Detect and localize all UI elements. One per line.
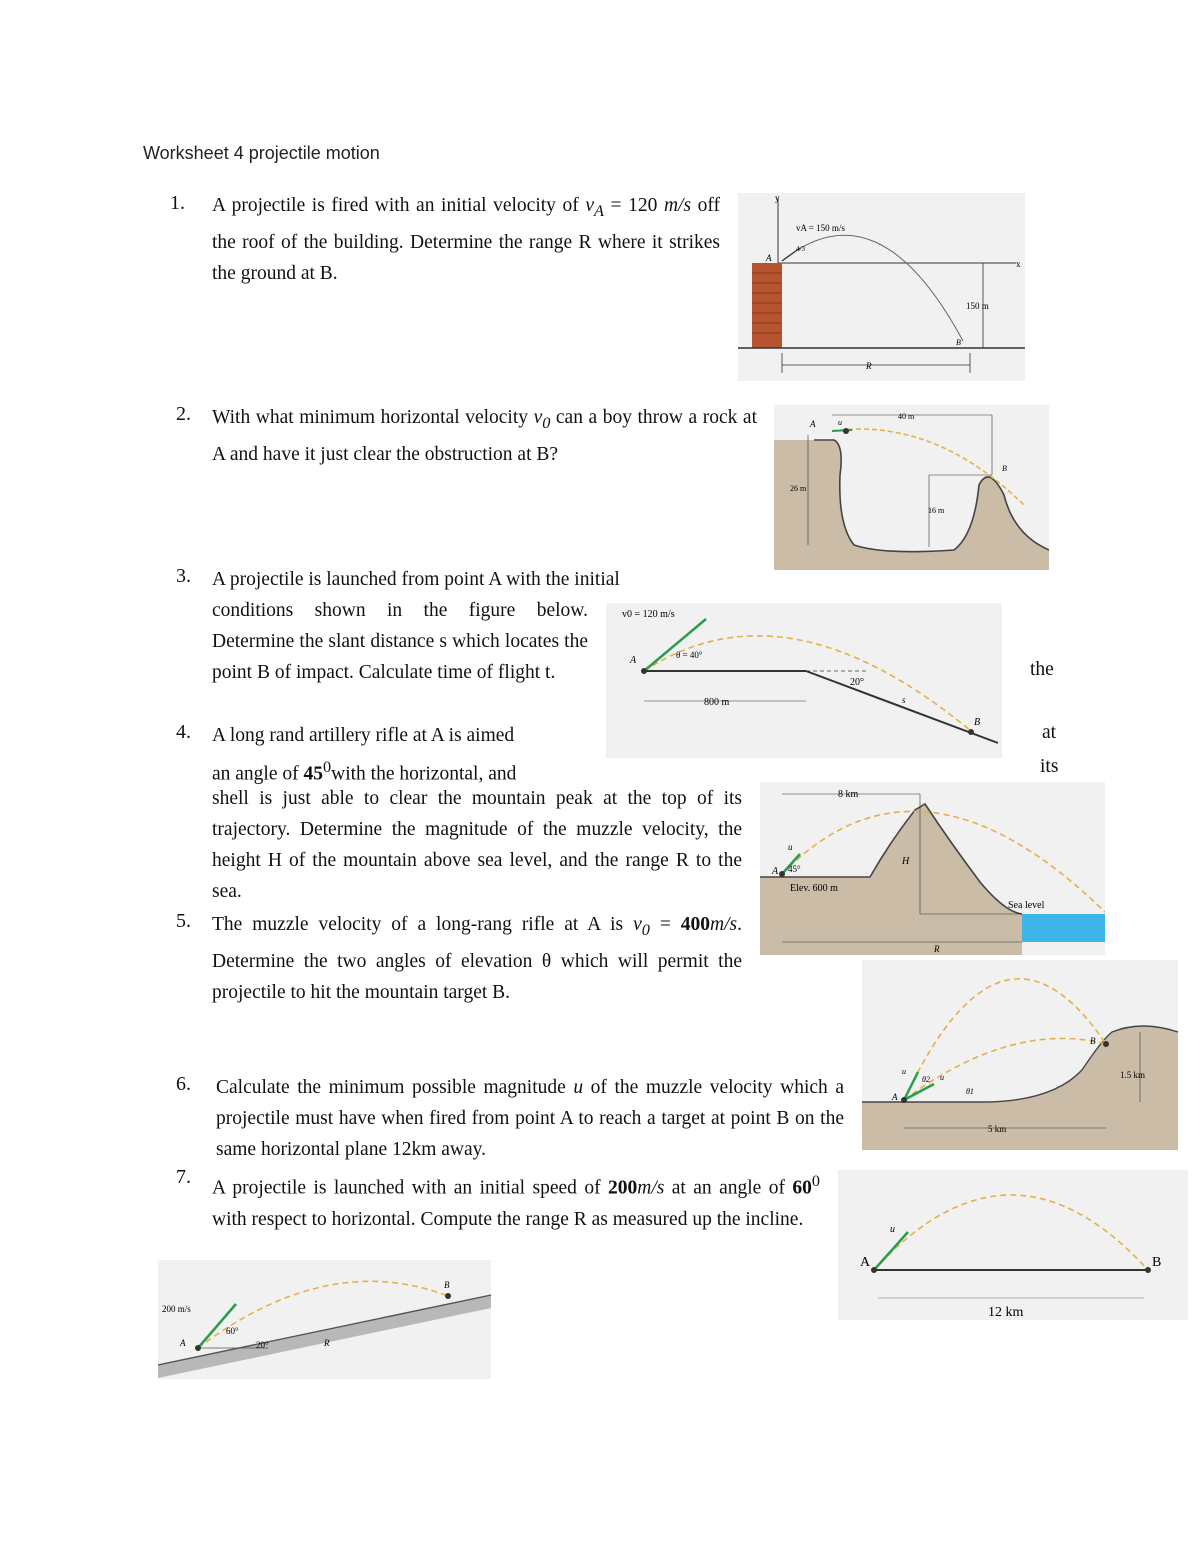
problem-4-edge-word-1: at — [1042, 722, 1057, 743]
fig3-slant-label: s — [902, 695, 906, 705]
fig6-velocity-label: u — [890, 1224, 895, 1235]
fig5-theta1-label: θ1 — [966, 1087, 974, 1096]
problem-6-text: Calculate the minimum possible magnitude u of the muzzle velocity which a projectile must have when fired from point A to reach a target at point B on the same horizontal plane 12km away. — [216, 1077, 844, 1160]
fig1-range-label: R — [866, 361, 872, 371]
problem-1-number: 1. — [170, 192, 185, 214]
figure-2-cliff — [774, 405, 1049, 570]
problem-4-number: 4. — [176, 721, 191, 743]
fig4-elevation-label: Elev. 600 m — [790, 883, 838, 894]
fig7-velocity-label: 200 m/s — [162, 1304, 191, 1314]
problem-4-first-line: A long rand artillery rifle at A is aimed — [212, 725, 515, 746]
problem-3-text: conditions shown in the figure below. Determine the slant distance s which locates the point B of impact. Calculate time of flight t. — [212, 600, 588, 683]
worksheet-title: Worksheet 4 projectile motion — [143, 143, 380, 163]
fig3-angle-label: θ = 40° — [676, 650, 703, 660]
fig5-point-a: A — [892, 1092, 898, 1102]
fig1-point-a: A — [766, 253, 772, 263]
figure-3-slope — [606, 603, 1002, 758]
problem-6-number: 6. — [176, 1073, 191, 1095]
figure-1-building — [738, 193, 1025, 381]
fig2-height-a: 26 m — [790, 484, 807, 493]
fig5-height-label: 1.5 km — [1120, 1070, 1146, 1080]
fig4-range-label: R — [934, 944, 940, 954]
figure-5-target — [862, 960, 1178, 1150]
fig5-point-b: B — [1090, 1036, 1096, 1046]
fig7-point-a: A — [180, 1338, 186, 1348]
fig2-point-a: A — [810, 419, 816, 429]
fig4-distance-label: 8 km — [838, 789, 859, 800]
problem-7-text: A projectile is launched with an initial speed of 200m/s at an angle of $60^0$ with respect to horizontal. Compute the range R as measured up the incline. — [212, 1172, 821, 1230]
fig2-distance-label: 40 m — [898, 412, 915, 421]
fig1-y-axis: y — [775, 193, 780, 203]
fig7-range-label: R — [324, 1338, 330, 1348]
fig5-velocity2-label: u — [940, 1073, 944, 1082]
figure-7-incline — [158, 1260, 491, 1379]
fig4-sea-level-label: Sea level — [1008, 900, 1045, 911]
fig2-point-b: B — [1002, 464, 1007, 473]
problem-5-text: The muzzle velocity of a long-rang rifle at A is $v_0 = 400m/s$. Determine the two angles of elevation θ which will permit the projectile to hit the mountain target B. — [212, 914, 742, 1003]
fig1-x-axis: x — [1016, 259, 1021, 269]
problem-4-text: shell is just able to clear the mountain peak at the top of its trajectory. Determine the magnitude of the muzzle velocity, the height H of the mountain above sea level, and the range R to the sea. — [212, 788, 742, 902]
fig4-point-a: A — [772, 866, 779, 877]
fig7-point-b: B — [444, 1280, 450, 1290]
fig4-angle-label: 45° — [788, 864, 801, 874]
fig6-distance-label: 12 km — [988, 1305, 1024, 1320]
fig1-point-b: B — [956, 338, 961, 347]
fig5-theta2-label: θ2 — [922, 1075, 930, 1084]
problem-4-edge-word-2: its — [1040, 756, 1059, 777]
problem-3-edge-word: the — [1030, 659, 1054, 680]
fig7-angle-label: 60° — [226, 1326, 239, 1336]
fig1-velocity-label: vA = 150 m/s — [796, 223, 845, 233]
fig4-height-label: H — [902, 856, 910, 867]
problem-3-number: 3. — [176, 565, 191, 587]
fig5-velocity-label: u — [902, 1067, 906, 1076]
figure-6-level-range — [838, 1170, 1188, 1320]
figure-4-mountain — [760, 782, 1105, 955]
fig6-point-b: B — [1152, 1255, 1162, 1270]
fig3-incline-label: 20° — [850, 677, 864, 688]
problem-1-text: A projectile is fired with an initial velocity of $v_A = 120$ m/s off the roof of the building. Determine the range R where it strikes the ground at B. — [212, 195, 721, 284]
fig4-velocity-label: u — [788, 842, 793, 852]
problem-3-first-line: A projectile is launched from point A with the initial — [212, 569, 620, 590]
problem-2-number: 2. — [176, 403, 191, 425]
fig3-velocity-label: v0 = 120 m/s — [622, 609, 675, 620]
problem-4-second-line: an angle of $45^0with$ the horizontal, and — [212, 758, 517, 785]
fig3-point-b: B — [974, 717, 981, 728]
problem-5-number: 5. — [176, 910, 191, 932]
fig3-point-a: A — [630, 655, 637, 666]
fig2-velocity-label: u — [838, 418, 842, 427]
fig1-height-label: 150 m — [966, 301, 989, 311]
fig6-point-a: A — [860, 1255, 871, 1270]
fig2-height-b: 16 m — [928, 506, 945, 515]
problem-2-text: With what minimum horizontal velocity $v_0$ can a boy throw a rock at A and have it just clear the obstruction at B? — [212, 407, 757, 465]
fig7-incline-label: 20° — [256, 1340, 269, 1350]
fig3-distance-label: 800 m — [704, 697, 730, 708]
fig1-angle-label: 4/3 — [796, 245, 805, 253]
problem-7-number: 7. — [176, 1166, 191, 1188]
fig5-distance-label: 5 km — [988, 1124, 1007, 1134]
